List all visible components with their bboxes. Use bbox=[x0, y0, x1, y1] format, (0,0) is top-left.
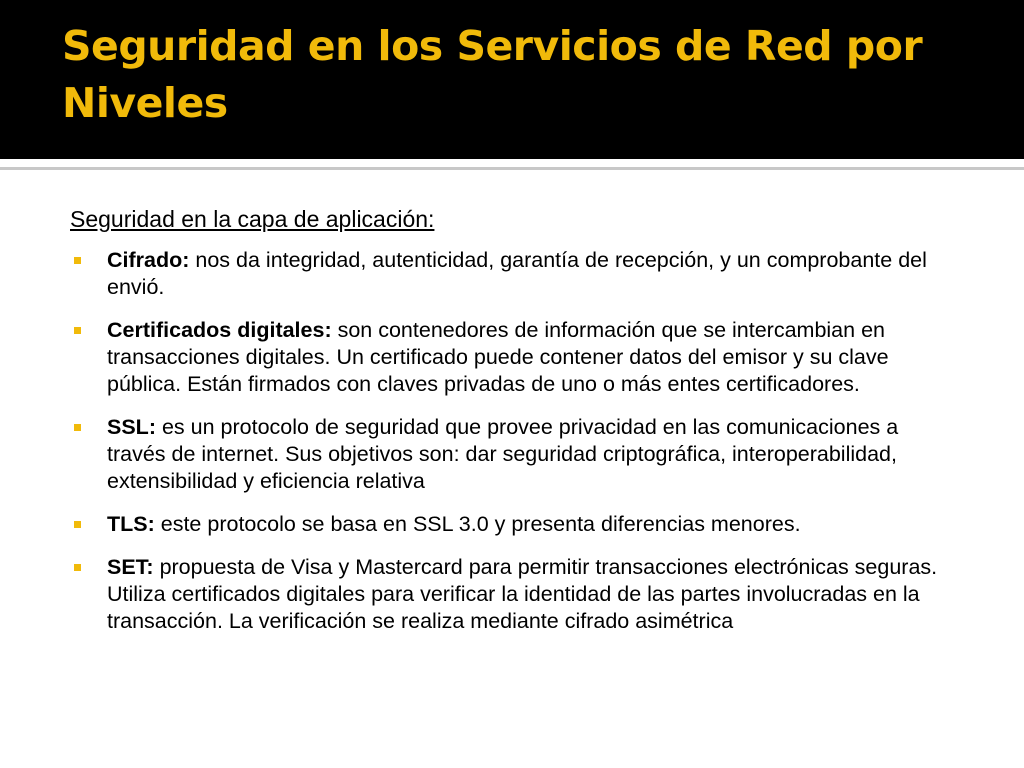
square-bullet-icon bbox=[74, 424, 81, 431]
square-bullet-icon bbox=[74, 327, 81, 334]
title-divider-line bbox=[0, 167, 1024, 170]
bullet-term: SSL: bbox=[107, 415, 156, 439]
slide-title: Seguridad en los Servicios de Red por Niveles bbox=[62, 22, 923, 127]
bullet-text: propuesta de Visa y Mastercard para permitir transacciones electrónicas seguras. Utiliza certificados digitales para verificar la identidad de las partes involucradas en la transacción. La verificación se realiza mediante cifrado asimétrica bbox=[107, 555, 938, 633]
square-bullet-icon bbox=[74, 564, 81, 571]
bullet-text: son contenedores de información que se intercambian en transacciones digitales. Un certificado puede contener datos del emisor y su clave pública. Están firmados con claves privadas de uno o más entes certificadores. bbox=[107, 318, 889, 396]
bullet-list bbox=[70, 247, 960, 635]
title-bar bbox=[0, 0, 1024, 159]
bullet-term: Certificados digitales: bbox=[107, 318, 332, 342]
slide-body bbox=[70, 205, 960, 651]
bullet-item-ssl bbox=[70, 414, 960, 495]
bullet-term: SET: bbox=[107, 555, 154, 579]
bullet-text: este protocolo se basa en SSL 3.0 y presenta diferencias menores. bbox=[154, 512, 801, 536]
bullet-item-cifrado bbox=[70, 247, 960, 301]
bullet-term: Cifrado: bbox=[107, 248, 190, 272]
bullet-text: nos da integridad, autenticidad, garantía de recepción, y un comprobante del envió. bbox=[107, 248, 927, 299]
square-bullet-icon bbox=[74, 521, 81, 528]
bullet-item-set bbox=[70, 554, 960, 635]
title-divider-gap bbox=[0, 159, 1024, 167]
bullet-text: es un protocolo de seguridad que provee privacidad en las comunicaciones a través de internet. Sus objetivos son: dar seguridad criptográfica, interoperabilidad, extensibilidad y eficiencia relativa bbox=[107, 415, 899, 493]
bullet-item-certificados bbox=[70, 317, 960, 398]
bullet-term: TLS: bbox=[107, 512, 155, 536]
section-subheading: Seguridad en la capa de aplicación: bbox=[70, 206, 435, 232]
bullet-item-tls bbox=[70, 511, 960, 538]
square-bullet-icon bbox=[74, 257, 81, 264]
